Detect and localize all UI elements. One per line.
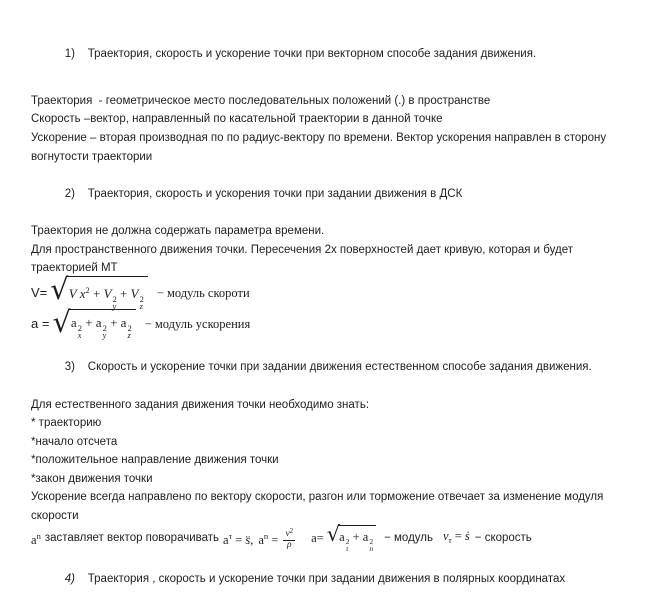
formula-natural-radicand	[338, 525, 376, 552]
formula-acceleration-radicand	[69, 309, 136, 340]
list-item-1-text: Траектория, скорость и ускорение точки при векторном способе задания движения.	[87, 47, 537, 60]
term-vz-scripts	[139, 293, 144, 312]
list-item-4	[31, 552, 658, 607]
term-az-scripts	[127, 322, 132, 341]
list-item-4-number: 4)	[64, 573, 76, 586]
formula-acceleration-caption: − модуль ускорения	[144, 316, 251, 331]
s-double-dot: s̈	[245, 533, 251, 548]
equation-a-normal	[258, 527, 281, 550]
bullet-trajectory: * траекторию	[31, 417, 102, 430]
paragraph-acceleration-direction-line1: Ускорение всегда направлено по вектору скорости, разгон или торможение отвечает за изменение модуля	[31, 491, 604, 504]
term-vz-subscript: z	[139, 301, 143, 312]
term-ay: a	[95, 314, 102, 330]
a-normal-exponent: n	[36, 531, 41, 542]
plus-operator: +	[89, 285, 104, 301]
v-tau-subscript: τ	[448, 535, 452, 546]
term-az-subscript: z	[127, 330, 131, 341]
term-ay-subscript: y	[102, 330, 107, 341]
list-item-1-number: 1)	[64, 47, 76, 60]
fraction-v2-over-rho	[283, 527, 295, 550]
formula-natural-text: заставляет вектор поворачивать	[44, 532, 220, 545]
equals-sign: =	[268, 533, 282, 548]
fraction-numerator	[283, 527, 295, 541]
term-ay-exponent: 2	[102, 322, 107, 333]
formula-velocity-lhs: V=	[31, 284, 48, 300]
list-item-3	[31, 340, 658, 396]
square-root	[326, 522, 376, 553]
a-tau-subscript: τ	[345, 543, 349, 553]
formula-acceleration-modulus	[31, 304, 658, 341]
term-ax: a	[70, 314, 77, 330]
formula-acceleration-lhs: a =	[31, 315, 50, 331]
square-root	[52, 304, 135, 341]
paragraph-acceleration-definition-line2: вогнутости траектории	[31, 150, 153, 163]
plus-operator: +	[116, 285, 131, 301]
term-az: a	[120, 314, 127, 330]
fraction-denominator: ρ	[287, 540, 292, 551]
a-tau-base: a	[223, 533, 229, 548]
plus-operator: +	[106, 314, 121, 330]
a-tau-exponent: τ	[228, 531, 233, 542]
term-ax-exponent: 2	[77, 322, 82, 333]
list-item-3-number: 3)	[64, 361, 76, 374]
radical-icon: √	[326, 522, 341, 547]
paragraph-spatial-motion-line2: траекторией МТ	[31, 262, 118, 275]
term-vz-exponent: 2	[139, 293, 144, 304]
radical-icon: √	[50, 271, 69, 306]
list-item-1	[31, 26, 658, 82]
list-item-2	[31, 166, 658, 222]
term-a-normal	[31, 527, 41, 550]
plus-operator: +	[81, 314, 96, 330]
bullet-motion-law: *закон движения точки	[31, 472, 153, 485]
v-base: v	[285, 529, 290, 540]
a-normal2-exponent: n	[263, 531, 269, 542]
term-vx: V x	[68, 285, 86, 301]
v-tau-base: v	[442, 529, 449, 544]
equation-v-tau	[443, 527, 470, 550]
paragraph-speed-definition: Скорость –вектор, направленный по касательной траектории в данной точке	[31, 113, 443, 126]
equals-sign: =	[451, 529, 465, 544]
paragraph-natural-method-intro: Для естественного задания движения точки необходимо знать:	[31, 398, 370, 411]
a-n-subscript: n	[369, 543, 374, 553]
paragraph-acceleration-definition-line1: Ускорение – вторая производная по по радиус-вектору по времени. Вектор ускорения направлен в сторону	[31, 131, 607, 144]
term-vx-exponent: 2	[85, 284, 90, 295]
modulus-caption: − модуль	[384, 532, 433, 545]
equation-a-tau	[223, 527, 253, 550]
list-item-3-text: Скорость и ускорение точки при задании движения естественном способе задания движения.	[87, 361, 592, 374]
v-exponent: 2	[289, 527, 294, 536]
paragraph-no-time-parameter: Траектория не должна содержать параметра времени.	[31, 224, 325, 237]
term-vy-subscript: y	[112, 301, 117, 312]
list-item-2-text: Траектория, скорость и ускорения точки при задании движения в ДСК	[87, 187, 463, 200]
term-a-n: a	[362, 530, 369, 545]
term-a-tau: a	[339, 530, 345, 545]
formula-natural-coordinates	[31, 522, 658, 553]
formula-velocity-modulus	[31, 271, 658, 312]
term-vz: V	[130, 285, 139, 301]
term-az-exponent: 2	[127, 322, 132, 333]
s-dot: ṡ	[464, 529, 470, 544]
speed-caption: − скорость	[474, 532, 532, 545]
a-tau-exponent: 2	[345, 537, 350, 547]
paragraph-acceleration-direction-line2: скорости	[31, 510, 79, 523]
equals-sign: =	[232, 533, 246, 548]
term-vy-exponent: 2	[112, 293, 117, 304]
a-n-exponent: 2	[369, 537, 374, 547]
paragraph-spatial-motion-line1: Для пространственного движения точки. Пересечения 2х поверхностей дает кривую, которая и будет	[31, 243, 573, 256]
plus-operator: +	[349, 530, 363, 545]
equation-a-modulus-lhs: a=	[311, 531, 324, 546]
list-item-2-number: 2)	[64, 187, 76, 200]
term-a-n-scripts	[369, 539, 373, 552]
term-vy: V	[103, 285, 112, 301]
formula-velocity-caption: − модуль скороти	[156, 285, 250, 300]
a-normal2-base: a	[258, 533, 264, 548]
paragraph-trajectory-definition: Траектория - геометрическое место последовательных положений (.) в пространстве	[31, 94, 491, 107]
formula-velocity-radicand	[67, 276, 148, 311]
term-ax-subscript: x	[77, 330, 82, 341]
bullet-positive-direction: *положительное направление движения точки	[31, 454, 279, 467]
a-normal-base: a	[31, 533, 37, 548]
radical-icon: √	[52, 304, 71, 339]
list-item-4-text: Траектория , скорость и ускорение точки при задании движения в полярных координатах	[87, 573, 566, 586]
bullet-origin: *начало отсчета	[31, 435, 118, 448]
comma: ,	[250, 533, 254, 548]
